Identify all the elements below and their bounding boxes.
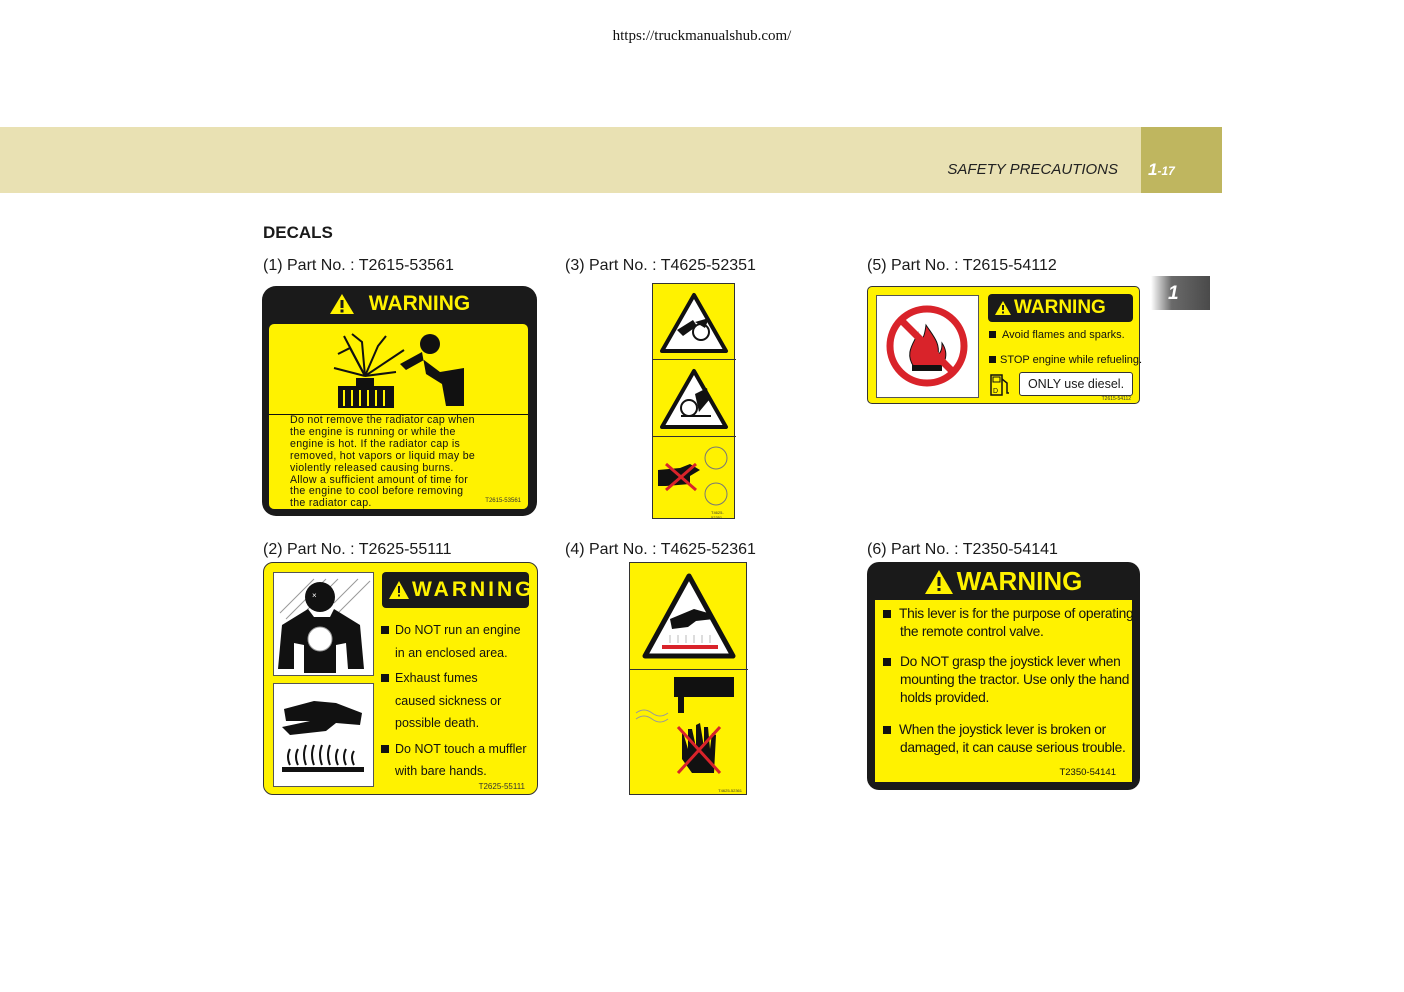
hot-surface-hand-icon [276, 687, 370, 783]
warning-triangle-icon [389, 581, 409, 599]
decal-4-caption: (4) Part No. : T4625-52361 [565, 541, 756, 558]
decal-1-text: Do not remove the radiator cap when the engine is running or while the engine is hot. If the radiator cap is removed, hot vapors or liquid may be violently released causing burns. Allow a sufficient amount of time for the engine to cool before removing the radiator cap. [290, 414, 476, 510]
decal-6-warning-header: WARNING [867, 566, 1140, 598]
radiator-steam-hazard-icon [330, 328, 470, 408]
decal-1-code: T2615-53561 [485, 498, 521, 504]
decal-5-diesel-box: ONLY use diesel. [1019, 372, 1133, 396]
decal-6-joystick-warning [867, 562, 1140, 790]
decal-6-text: This lever is for the purpose of operating the remote control valve. Do NOT grasp the joystick lever when mounting the tractor. Use only the hand holds provided. When the joystick lever is broken or damaged, it can cause serious trouble. [883, 605, 1133, 757]
hot-surface-warning-icon [642, 573, 736, 659]
svg-text:D: D [993, 388, 999, 395]
no-open-flame-icon [884, 303, 970, 389]
decal-2-caption: (2) Part No. : T2625-55111 [263, 541, 452, 558]
decal-6-code: T2350-54141 [1059, 767, 1116, 778]
chapter-tab: 1 [1151, 276, 1210, 310]
belt-entanglement-icon [659, 368, 729, 430]
decal-1-radiator-warning [262, 286, 537, 516]
decal-5-bullet-1: Avoid flames and sparks. [989, 329, 1125, 341]
no-hands-rotating-parts-icon [656, 442, 732, 510]
header-band [0, 127, 1141, 193]
warning-triangle-icon [925, 570, 953, 594]
decal-2-code: T2625-55111 [478, 782, 525, 791]
fuel-pump-icon [989, 373, 1011, 397]
decal-5-caption: (5) Part No. : T2615-54112 [867, 257, 1057, 274]
decal-2-exhaust-warning [263, 562, 538, 795]
decal-2-warning-header: WARNING [382, 572, 529, 608]
decal-5-warning-header: WARNING [988, 294, 1133, 322]
decal-1-caption: (1) Part No. : T2615-53561 [263, 257, 454, 274]
fan-entanglement-icon [659, 292, 729, 354]
warning-triangle-icon [995, 301, 1011, 315]
warning-triangle-icon [329, 293, 355, 315]
decal-5-refuel-warning [867, 286, 1143, 404]
decal-3-code: T4625-52351 [711, 510, 724, 520]
no-touch-muffler-icon [634, 673, 744, 783]
section-title: SAFETY PRECAUTIONS [947, 161, 1118, 178]
decal-6-caption: (6) Part No. : T2350-54141 [867, 541, 1058, 558]
decal-4-hot-surface [629, 562, 747, 795]
exhaust-fume-inhalation-icon [274, 573, 372, 673]
page-heading: DECALS [263, 223, 333, 242]
svg-text:×: × [312, 591, 317, 600]
decal-5-bullet-2: STOP engine while refueling. [989, 354, 1142, 366]
decal-1-warning-header: WARNING [262, 292, 537, 316]
source-url[interactable]: https://truckmanualshub.com/ [612, 28, 792, 44]
decal-3-entanglement [652, 283, 735, 519]
decal-3-caption: (3) Part No. : T4625-52351 [565, 257, 756, 274]
decal-5-code: T2615-54112 [1101, 396, 1131, 402]
page-number: 1-17 [1148, 160, 1175, 179]
decal-4-code: T4625-52361 [718, 788, 742, 793]
decal-2-text: Do NOT run an engine in an enclosed area. Exhaust fumes caused sickness or possible death. Do NOT touch a muffler with bare hands. [381, 619, 527, 783]
